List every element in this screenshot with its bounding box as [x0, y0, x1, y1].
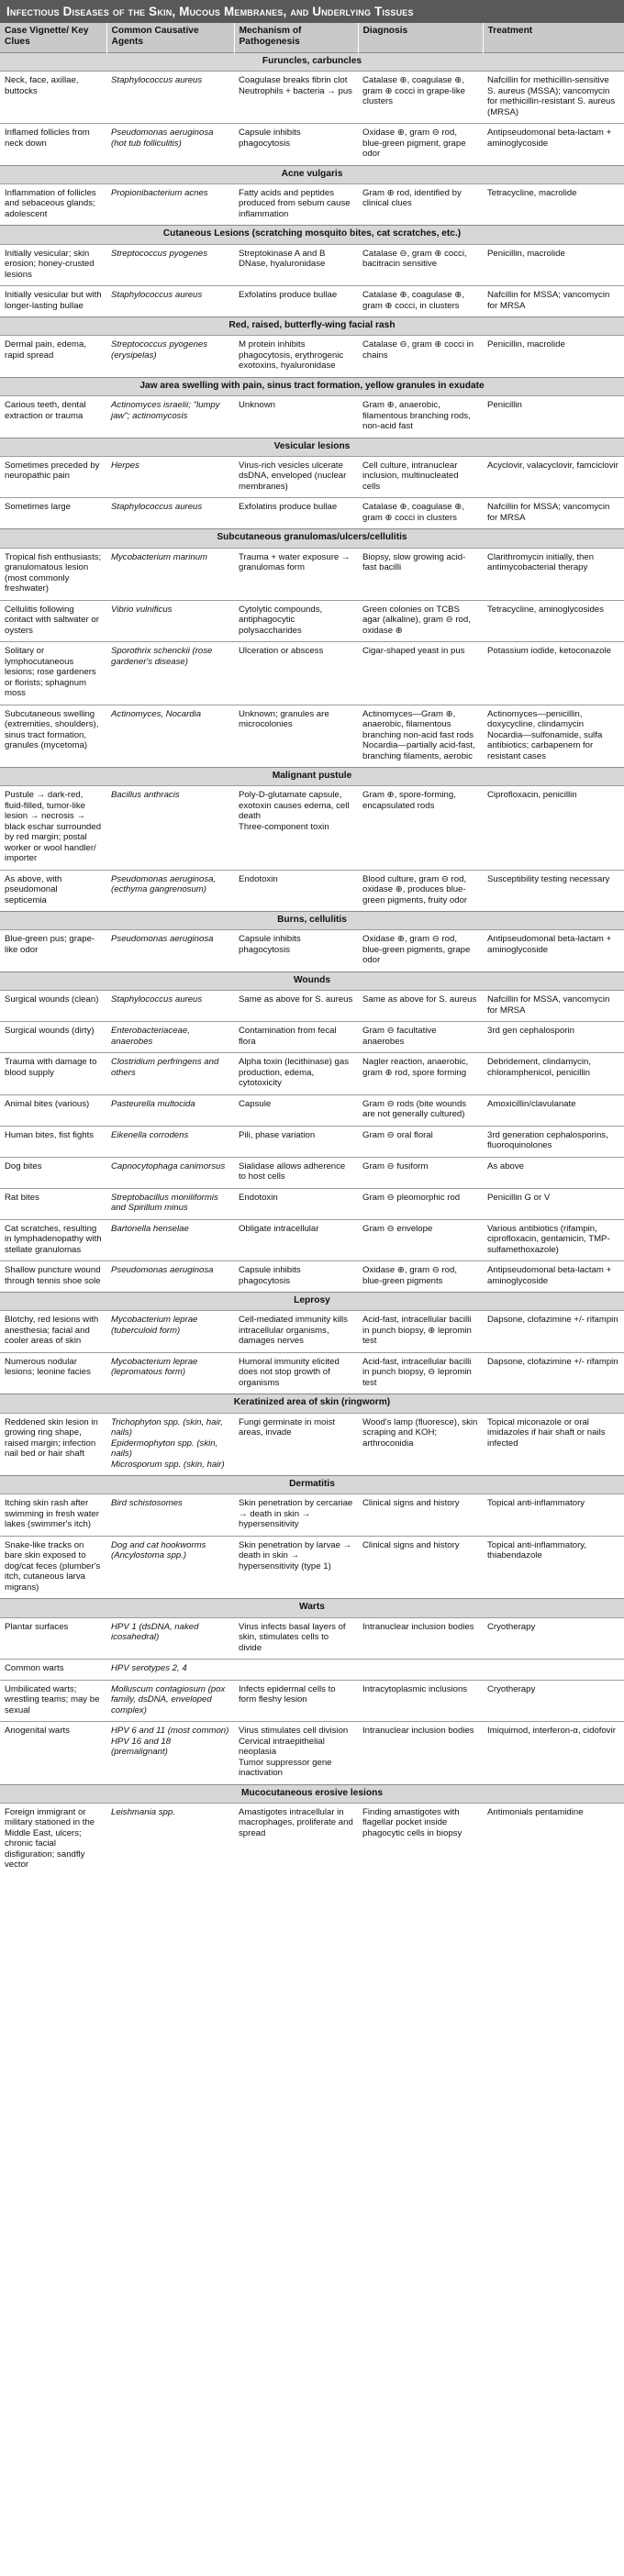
diagnosis-cell: Gram ⊕, spore-forming, encapsulated rods: [358, 786, 483, 871]
treatment-cell: Cryotherapy: [483, 1617, 624, 1660]
treatment-cell: [483, 1660, 624, 1681]
mechanism-cell: Cell-mediated immunity kills intracellular organisms, damages nerves: [234, 1311, 358, 1353]
agent-cell: Pasteurella multocida: [106, 1094, 234, 1126]
vignette-cell: Reddened skin lesion in growing ring shape, raised margin; infection nail bed or hair shaft: [0, 1413, 106, 1476]
agent-cell: HPV 1 (dsDNA, naked icosahedral): [106, 1617, 234, 1660]
diagnosis-cell: Acid-fast, intracellular bacilli in punch biopsy, ⊖ lepromin test: [358, 1352, 483, 1394]
agent-cell: Leishmania spp.: [106, 1803, 234, 1876]
section-title: Red, raised, butterfly-wing facial rash: [0, 317, 624, 336]
diagnosis-cell: Intracytoplasmic inclusions: [358, 1680, 483, 1722]
section-title: Warts: [0, 1599, 624, 1617]
section-header: [0, 165, 624, 183]
table-row: [0, 1219, 624, 1261]
treatment-cell: Tetracycline, macrolide: [483, 183, 624, 226]
mechanism-cell: Obligate intracellular: [234, 1219, 358, 1261]
table-row: [0, 1680, 624, 1722]
table-body: [0, 52, 624, 1876]
agent-cell: Streptococcus pyogenes: [106, 244, 234, 286]
agent-cell: Herpes: [106, 456, 234, 498]
treatment-cell: Topical anti-inflammatory: [483, 1494, 624, 1537]
diagnosis-cell: Green colonies on TCBS agar (alkaline), gram ⊖ rod, oxidase ⊕: [358, 600, 483, 642]
treatment-cell: Imiquimod, interferon-α, cidofovir: [483, 1722, 624, 1785]
diagnosis-cell: Catalase ⊕, coagulase ⊕, gram ⊕ cocci in clusters: [358, 498, 483, 529]
agent-cell: HPV 6 and 11 (most common) HPV 16 and 18 (premalignant): [106, 1722, 234, 1785]
treatment-cell: Dapsone, clofazimine +/- rifampin: [483, 1311, 624, 1353]
table-row: [0, 600, 624, 642]
diagnosis-cell: Cigar-shaped yeast in pus: [358, 642, 483, 705]
vignette-cell: Blotchy, red lesions with anesthesia; facial and cooler areas of skin: [0, 1311, 106, 1353]
section-header: [0, 52, 624, 71]
agent-cell: Clostridium perfringens and others: [106, 1053, 234, 1095]
diagnosis-cell: Catalase ⊖, gram ⊕ cocci, bacitracin sensitive: [358, 244, 483, 286]
mechanism-cell: Skin penetration by cercariae → death in skin → hypersensitivity: [234, 1494, 358, 1537]
mechanism-cell: Streptokinase A and B DNase, hyaluronidase: [234, 244, 358, 286]
agent-cell: Capnocytophaga canimorsus: [106, 1157, 234, 1188]
mechanism-cell: Capsule inhibits phagocytosis: [234, 930, 358, 972]
section-title: Subcutaneous granulomas/ulcers/cellulitis: [0, 529, 624, 548]
treatment-cell: Penicillin, macrolide: [483, 336, 624, 378]
diagnosis-cell: Finding amastigotes with flagellar pocket inside phagocytic cells in biopsy: [358, 1803, 483, 1876]
treatment-cell: Antipseudomonal beta-lactam + aminoglycoside: [483, 124, 624, 166]
vignette-cell: Anogenital warts: [0, 1722, 106, 1785]
vignette-cell: Inflammation of follicles and sebaceous glands; adolescent: [0, 183, 106, 226]
section-header: [0, 1394, 624, 1413]
mechanism-cell: Exfolatins produce bullae: [234, 286, 358, 317]
header-treatment: Treatment: [483, 23, 624, 52]
treatment-cell: Acyclovir, valacyclovir, famciclovir: [483, 456, 624, 498]
vignette-cell: Snake-like tracks on bare skin exposed to dog/cat feces (plumber's itch, cutaneous larva migrans): [0, 1536, 106, 1599]
treatment-cell: Topical miconazole or oral imidazoles if hair shaft or nails infected: [483, 1413, 624, 1476]
agent-cell: Pseudomonas aeruginosa: [106, 930, 234, 972]
mechanism-cell: Cytolytic compounds, antiphagocytic polysaccharides: [234, 600, 358, 642]
vignette-cell: Solitary or lymphocutaneous lesions; rose gardeners or florists; sphagnum moss: [0, 642, 106, 705]
table-row: [0, 72, 624, 124]
vignette-cell: Initially vesicular but with longer-lasting bullae: [0, 286, 106, 317]
treatment-cell: As above: [483, 1157, 624, 1188]
section-title: Jaw area swelling with pain, sinus tract formation, yellow granules in exudate: [0, 377, 624, 395]
treatment-cell: Nafcillin for methicillin-sensitive S. aureus (MSSA); vancomycin for methicillin-resistant S. aureus (MRSA): [483, 72, 624, 124]
vignette-cell: Foreign immigrant or military stationed in the Middle East, ulcers; chronic facial disfiguration; sandfly vector: [0, 1803, 106, 1876]
vignette-cell: Common warts: [0, 1660, 106, 1681]
table-row: [0, 1261, 624, 1293]
diagnosis-cell: Nagler reaction, anaerobic, gram ⊕ rod, spore forming: [358, 1053, 483, 1095]
table-row: [0, 1094, 624, 1126]
section-header: [0, 1599, 624, 1617]
treatment-cell: Clarithromycin initially, then antimycobacterial therapy: [483, 548, 624, 600]
agent-cell: Vibrio vulnificus: [106, 600, 234, 642]
section-title: Acne vulgaris: [0, 165, 624, 183]
mechanism-cell: Ulceration or abscess: [234, 642, 358, 705]
vignette-cell: Numerous nodular lesions; leonine facies: [0, 1352, 106, 1394]
header-mechanism: Mechanism of Pathogenesis: [234, 23, 358, 52]
table-row: [0, 1413, 624, 1476]
diagnosis-cell: Biopsy, slow growing acid-fast bacilli: [358, 548, 483, 600]
diagnosis-cell: Intranuclear inclusion bodies: [358, 1617, 483, 1660]
header-diagnosis: Diagnosis: [358, 23, 483, 52]
mechanism-cell: Fungi germinate in moist areas, invade: [234, 1413, 358, 1476]
mechanism-cell: Capsule: [234, 1094, 358, 1126]
mechanism-cell: Trauma + water exposure → granulomas form: [234, 548, 358, 600]
mechanism-cell: Endotoxin: [234, 870, 358, 912]
treatment-cell: Various antibiotics (rifampin, ciprofloxacin, gentamicin, TMP-sulfamethoxazole): [483, 1219, 624, 1261]
agent-cell: Mycobacterium leprae (tuberculoid form): [106, 1311, 234, 1353]
table-row: [0, 991, 624, 1022]
treatment-cell: Tetracycline, aminoglycosides: [483, 600, 624, 642]
diagnosis-cell: Catalase ⊖, gram ⊕ cocci in chains: [358, 336, 483, 378]
mechanism-cell: Capsule inhibits phagocytosis: [234, 1261, 358, 1293]
section-title: Mucocutaneous erosive lesions: [0, 1784, 624, 1803]
mechanism-cell: Poly-D-glutamate capsule, exotoxin causes edema, cell death Three-component toxin: [234, 786, 358, 871]
mechanism-cell: Contamination from fecal flora: [234, 1022, 358, 1053]
agent-cell: Pseudomonas aeruginosa, (ecthyma gangrenosum): [106, 870, 234, 912]
table-row: [0, 1494, 624, 1537]
mechanism-cell: Humoral immunity elicited does not stop growth of organisms: [234, 1352, 358, 1394]
vignette-cell: Blue-green pus; grape-like odor: [0, 930, 106, 972]
header-vignette: Case Vignette/ Key Clues: [0, 23, 106, 52]
diagnosis-cell: Gram ⊕ rod, identified by clinical clues: [358, 183, 483, 226]
diagnosis-cell: [358, 1660, 483, 1681]
vignette-cell: Subcutaneous swelling (extremities, shoulders), sinus tract formation, granules (mycetoma): [0, 705, 106, 768]
agent-cell: Enterobacteriaceae, anaerobes: [106, 1022, 234, 1053]
table-row: [0, 1157, 624, 1188]
mechanism-cell: Virus stimulates cell division Cervical intraepithelial neoplasia Tumor suppressor gene inactivation: [234, 1722, 358, 1785]
agent-cell: Trichophyton spp. (skin, hair, nails) Epidermophyton spp. (skin, nails) Microsporum spp. (skin, hair): [106, 1413, 234, 1476]
diagnosis-cell: Oxidase ⊕, gram ⊖ rod, blue-green pigments, grape odor: [358, 930, 483, 972]
mechanism-cell: Pili, phase variation: [234, 1126, 358, 1157]
diagnosis-cell: Gram ⊖ rods (bite wounds are not generally cultured): [358, 1094, 483, 1126]
diagnosis-cell: Oxidase ⊕, gram ⊖ rod, blue-green pigments: [358, 1261, 483, 1293]
agent-cell: Mycobacterium leprae (lepromatous form): [106, 1352, 234, 1394]
section-title: Leprosy: [0, 1293, 624, 1311]
diagnosis-cell: Actinomyces—Gram ⊕, anaerobic, filamentous branching non-acid fast rods Nocardia—partially acid-fast, branching filaments, aerobic: [358, 705, 483, 768]
table-row: [0, 1188, 624, 1219]
mechanism-cell: Capsule inhibits phagocytosis: [234, 124, 358, 166]
diagnosis-cell: Acid-fast, intracellular bacilli in punch biopsy, ⊕ lepromin test: [358, 1311, 483, 1353]
vignette-cell: Rat bites: [0, 1188, 106, 1219]
mechanism-cell: Amastigotes intracellular in macrophages, proliferate and spread: [234, 1803, 358, 1876]
treatment-cell: Antimonials pentamidine: [483, 1803, 624, 1876]
table-row: [0, 286, 624, 317]
header-agents: Common Causative Agents: [106, 23, 234, 52]
diagnosis-cell: Catalase ⊕, coagulase ⊕, gram ⊕ cocci in grape-like clusters: [358, 72, 483, 124]
agent-cell: Staphylococcus aureus: [106, 72, 234, 124]
table-row: [0, 786, 624, 871]
mechanism-cell: Endotoxin: [234, 1188, 358, 1219]
agent-cell: Streptococcus pyogenes (erysipelas): [106, 336, 234, 378]
agent-cell: Eikenella corrodens: [106, 1126, 234, 1157]
agent-cell: Pseudomonas aeruginosa: [106, 1261, 234, 1293]
section-title: Malignant pustule: [0, 768, 624, 786]
agent-cell: Actinomyces israelii; "lumpy jaw"; actinomycosis: [106, 396, 234, 439]
treatment-cell: Penicillin G or V: [483, 1188, 624, 1219]
treatment-cell: 3rd generation cephalosporins, fluoroquinolones: [483, 1126, 624, 1157]
diagnosis-cell: Clinical signs and history: [358, 1494, 483, 1537]
table-row: [0, 456, 624, 498]
diagnosis-cell: Blood culture, gram ⊖ rod, oxidase ⊕, produces blue-green pigments, fruity odor: [358, 870, 483, 912]
section-title: Furuncles, carbuncles: [0, 52, 624, 71]
section-header: [0, 1293, 624, 1311]
diagnosis-cell: Gram ⊖ pleomorphic rod: [358, 1188, 483, 1219]
section-header: [0, 1476, 624, 1494]
vignette-cell: Dog bites: [0, 1157, 106, 1188]
vignette-cell: Sometimes large: [0, 498, 106, 529]
diagnosis-cell: Same as above for S. aureus: [358, 991, 483, 1022]
treatment-cell: Antipseudomonal beta-lactam + aminoglycoside: [483, 1261, 624, 1293]
section-header: [0, 529, 624, 548]
treatment-cell: Actinomyces—penicillin, doxycycline, clindamycin Nocardia—sulfonamide, sulfa antibiotics; carbapenem for resistant cases: [483, 705, 624, 768]
table-row: [0, 183, 624, 226]
section-title: Wounds: [0, 972, 624, 990]
table-row: [0, 1617, 624, 1660]
vignette-cell: Human bites, fist fights: [0, 1126, 106, 1157]
agent-cell: Mycobacterium marinum: [106, 548, 234, 600]
section-title: Keratinized area of skin (ringworm): [0, 1394, 624, 1413]
table-row: [0, 124, 624, 166]
section-title: Cutaneous Lesions (scratching mosquito bites, cat scratches, etc.): [0, 226, 624, 244]
agent-cell: Staphylococcus aureus: [106, 286, 234, 317]
table-row: [0, 642, 624, 705]
table-row: [0, 1660, 624, 1681]
section-title: Vesicular lesions: [0, 438, 624, 456]
mechanism-cell: Exfolatins produce bullae: [234, 498, 358, 529]
vignette-cell: Carious teeth, dental extraction or trauma: [0, 396, 106, 439]
vignette-cell: Inflamed follicles from neck down: [0, 124, 106, 166]
vignette-cell: Pustule → dark-red, fluid-filled, tumor-like lesion → necrosis → black eschar surrounded by red margin; postal worker or wool handler/ importer: [0, 786, 106, 871]
table-row: [0, 1053, 624, 1095]
treatment-cell: 3rd gen cephalosporin: [483, 1022, 624, 1053]
treatment-cell: Potassium iodide, ketoconazole: [483, 642, 624, 705]
table-row: [0, 1126, 624, 1157]
section-header: [0, 1784, 624, 1803]
mechanism-cell: Unknown: [234, 396, 358, 439]
vignette-cell: Itching skin rash after swimming in fresh water lakes (swimmer's itch): [0, 1494, 106, 1537]
agent-cell: Molluscum contagiosum (pox family, dsDNA, enveloped complex): [106, 1680, 234, 1722]
vignette-cell: Surgical wounds (clean): [0, 991, 106, 1022]
table-row: [0, 336, 624, 378]
section-header: [0, 972, 624, 990]
mechanism-cell: Skin penetration by larvae → death in skin → hypersensitivity (type 1): [234, 1536, 358, 1599]
diagnosis-cell: Wood's lamp (fluoresce), skin scraping and KOH; arthroconidia: [358, 1413, 483, 1476]
vignette-cell: Animal bites (various): [0, 1094, 106, 1126]
section-header: [0, 226, 624, 244]
vignette-cell: Dermal pain, edema, rapid spread: [0, 336, 106, 378]
vignette-cell: Shallow puncture wound through tennis shoe sole: [0, 1261, 106, 1293]
table-row: [0, 244, 624, 286]
section-header: [0, 912, 624, 930]
diagnosis-cell: Intranuclear inclusion bodies: [358, 1722, 483, 1785]
table-row: [0, 498, 624, 529]
table-row: [0, 1022, 624, 1053]
mechanism-cell: Infects epidermal cells to form fleshy lesion: [234, 1680, 358, 1722]
section-header: [0, 377, 624, 395]
mechanism-cell: Same as above for S. aureus: [234, 991, 358, 1022]
mechanism-cell: Alpha toxin (lecithinase) gas production, edema, cytotoxicity: [234, 1053, 358, 1095]
section-title: Dermatitis: [0, 1476, 624, 1494]
vignette-cell: Cellulitis following contact with saltwater or oysters: [0, 600, 106, 642]
section-title: Burns, cellulitis: [0, 912, 624, 930]
agent-cell: Bacillus anthracis: [106, 786, 234, 871]
section-header: [0, 317, 624, 336]
vignette-cell: Initially vesicular; skin erosion; honey-crusted lesions: [0, 244, 106, 286]
mechanism-cell: Fatty acids and peptides produced from sebum cause inflammation: [234, 183, 358, 226]
vignette-cell: Plantar surfaces: [0, 1617, 106, 1660]
diagnosis-cell: Clinical signs and history: [358, 1536, 483, 1599]
section-header: [0, 768, 624, 786]
vignette-cell: Cat scratches, resulting in lymphadenopathy with stellate granulomas: [0, 1219, 106, 1261]
vignette-cell: Surgical wounds (dirty): [0, 1022, 106, 1053]
table-row: [0, 930, 624, 972]
agent-cell: HPV serotypes 2, 4: [106, 1660, 234, 1681]
treatment-cell: Penicillin: [483, 396, 624, 439]
diagnosis-cell: Gram ⊖ oral floral: [358, 1126, 483, 1157]
vignette-cell: Sometimes preceded by neuropathic pain: [0, 456, 106, 498]
agent-cell: Staphylococcus aureus: [106, 498, 234, 529]
disease-table: [0, 23, 624, 1876]
treatment-cell: Debridement, clindamycin, chloramphenicol, penicillin: [483, 1053, 624, 1095]
treatment-cell: Dapsone, clofazimine +/- rifampin: [483, 1352, 624, 1394]
treatment-cell: Antipseudomonal beta-lactam + aminoglycoside: [483, 930, 624, 972]
agent-cell: Bartonella henselae: [106, 1219, 234, 1261]
table-row: [0, 548, 624, 600]
treatment-cell: Susceptibility testing necessary: [483, 870, 624, 912]
agent-cell: Bird schistosomes: [106, 1494, 234, 1537]
mechanism-cell: Sialidase allows adherence to host cells: [234, 1157, 358, 1188]
mechanism-cell: Virus infects basal layers of skin, stimulates cells to divide: [234, 1617, 358, 1660]
table-row: [0, 1803, 624, 1876]
section-header: [0, 438, 624, 456]
diagnosis-cell: Catalase ⊕, coagulase ⊕, gram ⊕ cocci, in clusters: [358, 286, 483, 317]
vignette-cell: Trauma with damage to blood supply: [0, 1053, 106, 1095]
mechanism-cell: M protein inhibits phagocytosis, erythrogenic exotoxins, hyaluronidase: [234, 336, 358, 378]
diagnosis-cell: Gram ⊖ envelope: [358, 1219, 483, 1261]
diagnosis-cell: Gram ⊖ facultative anaerobes: [358, 1022, 483, 1053]
treatment-cell: Penicillin, macrolide: [483, 244, 624, 286]
table-row: [0, 1311, 624, 1353]
table-title: Infectious Diseases of the Skin, Mucous Membranes, and Underlying Tissues: [0, 0, 624, 23]
treatment-cell: Topical anti-inflammatory, thiabendazole: [483, 1536, 624, 1599]
vignette-cell: Tropical fish enthusiasts; granulomatous lesion (most commonly freshwater): [0, 548, 106, 600]
treatment-cell: Nafcillin for MSSA; vancomycin for MRSA: [483, 498, 624, 529]
treatment-cell: Cryotherapy: [483, 1680, 624, 1722]
agent-cell: Pseudomonas aeruginosa (hot tub folliculitis): [106, 124, 234, 166]
diagnosis-cell: Gram ⊖ fusiform: [358, 1157, 483, 1188]
vignette-cell: As above, with pseudomonal septicemia: [0, 870, 106, 912]
table-row: [0, 870, 624, 912]
header-row: [0, 23, 624, 52]
treatment-cell: Nafcillin for MSSA, vancomycin for MRSA: [483, 991, 624, 1022]
vignette-cell: Neck, face, axillae, buttocks: [0, 72, 106, 124]
agent-cell: Staphylococcus aureus: [106, 991, 234, 1022]
mechanism-cell: Coagulase breaks fibrin clot Neutrophils + bacteria → pus: [234, 72, 358, 124]
agent-cell: Actinomyces, Nocardia: [106, 705, 234, 768]
agent-cell: Sporothrix schenckii (rose gardener's disease): [106, 642, 234, 705]
table-row: [0, 1722, 624, 1785]
table-row: [0, 1352, 624, 1394]
mechanism-cell: Virus-rich vesicles ulcerate dsDNA, enveloped (nuclear membranes): [234, 456, 358, 498]
treatment-cell: Nafcillin for MSSA; vancomycin for MRSA: [483, 286, 624, 317]
table-row: [0, 705, 624, 768]
diagnosis-cell: Gram ⊕, anaerobic, filamentous branching rods, non-acid fast: [358, 396, 483, 439]
table-row: [0, 396, 624, 439]
vignette-cell: Umbilicated warts; wrestling teams; may be sexual: [0, 1680, 106, 1722]
treatment-cell: Ciprofloxacin, penicillin: [483, 786, 624, 871]
treatment-cell: Amoxicillin/clavulanate: [483, 1094, 624, 1126]
diagnosis-cell: Cell culture, intranuclear inclusion, multinucleated cells: [358, 456, 483, 498]
diagnosis-cell: Oxidase ⊕, gram ⊖ rod, blue-green pigment, grape odor: [358, 124, 483, 166]
agent-cell: Streptobacillus moniliformis and Spirillum minus: [106, 1188, 234, 1219]
agent-cell: Propionibacterium acnes: [106, 183, 234, 226]
table-row: [0, 1536, 624, 1599]
mechanism-cell: [234, 1660, 358, 1681]
mechanism-cell: Unknown; granules are microcolonies: [234, 705, 358, 768]
agent-cell: Dog and cat hookworms (Ancylostoma spp.): [106, 1536, 234, 1599]
